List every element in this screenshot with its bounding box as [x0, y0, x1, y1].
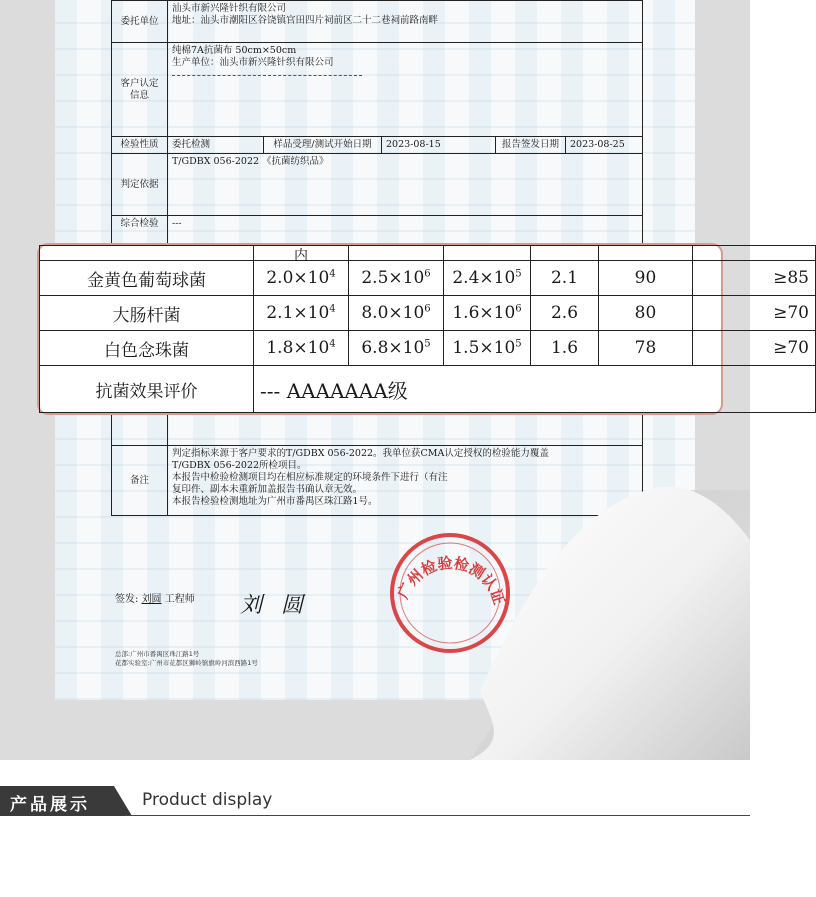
header-cell — [599, 246, 693, 261]
result-row — [40, 331, 816, 366]
value-cell: $1.5\times 10^5$ — [444, 331, 531, 366]
result-row — [40, 261, 816, 296]
client-row — [112, 1, 643, 43]
header-cell — [531, 246, 599, 261]
remark-line: T/GDBX 056-2022所检项目。 — [172, 460, 307, 471]
value-cell: $2.1\times 10^4$ — [254, 296, 349, 331]
nature-value: 委托检测 — [168, 137, 264, 154]
accept-label: 样品受理/测试开始日期 — [264, 137, 382, 154]
section-title-en: Product display — [142, 790, 273, 810]
value-cell: $2.5\times 10^6$ — [349, 261, 444, 296]
page-curl — [450, 480, 750, 760]
lab-address: 花都实验室:广州市花都区狮岭镇旗岭河滨西路1号 — [115, 659, 258, 667]
signer-block — [115, 590, 195, 605]
remark-line: 复印件、副本未重新加盖报告书确认章无效。 — [172, 484, 363, 495]
address-block — [115, 650, 258, 668]
evaluation-value: --- AAAAAAA级 — [254, 366, 816, 413]
standard-cell: ≥70 — [693, 331, 816, 366]
report-date-label: 报告签发日期 — [496, 137, 566, 154]
rate-cell: 78 — [599, 331, 693, 366]
rate-cell: 80 — [599, 296, 693, 331]
header-cell — [693, 246, 816, 261]
value-cell: $6.8\times 10^5$ — [349, 331, 444, 366]
summary-value: --- — [168, 216, 643, 446]
client-label: 委托单位 — [112, 1, 168, 43]
value-cell: $2.4\times 10^5$ — [444, 261, 531, 296]
value-cell: $2.0\times 10^4$ — [254, 261, 349, 296]
results-table — [39, 245, 816, 413]
header-cell — [349, 246, 444, 261]
header-cell: 内 — [254, 246, 349, 261]
value-cell: $1.6\times 10^6$ — [444, 296, 531, 331]
evaluation-label: 抗菌效果评价 — [40, 366, 254, 413]
sample-line-1: 纯棉7A抗菌布 50cm×50cm — [172, 45, 297, 56]
evaluation-row — [40, 366, 816, 413]
nature-row — [112, 137, 643, 154]
standard-cell: ≥70 — [693, 296, 816, 331]
value-cell: 2.1 — [531, 261, 599, 296]
signer-name: 刘圆 — [141, 594, 162, 605]
value-cell: $1.8\times 10^4$ — [254, 331, 349, 366]
basis-value: T/GDBX 056-2022 《抗菌纺织品》 — [168, 154, 643, 216]
results-header-cut — [40, 246, 816, 261]
sample-label: 客户认定信息 — [112, 43, 168, 137]
report-date: 2023-08-25 — [566, 137, 643, 154]
basis-row — [112, 154, 643, 216]
sample-cell — [168, 43, 643, 137]
handwritten-signature: 刘 圆 — [240, 593, 309, 618]
client-name: 汕头市新兴隆针织有限公司 — [172, 3, 287, 14]
accept-date: 2023-08-15 — [382, 137, 496, 154]
signer-label: 签发: — [115, 594, 139, 605]
sample-line-2: 生产单位：汕头市新兴隆针织有限公司 — [172, 57, 334, 68]
test-results-zoom — [37, 243, 809, 415]
value-cell: $8.0\times 10^6$ — [349, 296, 444, 331]
remark-line: 判定指标来源于客户要求的T/GDBX 056-2022。我单位获CMA认定授权的检验能力覆盖 — [172, 448, 549, 459]
section-title-cn: 产品展示 — [10, 795, 90, 815]
section-divider — [125, 815, 750, 816]
value-cell: 2.6 — [531, 296, 599, 331]
sample-row — [112, 43, 643, 137]
client-address: 地址：汕头市潮阳区谷饶镇官田四片祠前区二十二巷祠前路南畔 — [172, 15, 439, 26]
rate-cell: 90 — [599, 261, 693, 296]
summary-label: 综合检验 — [112, 216, 168, 446]
bacteria-name: 金黄色葡萄球菌 — [40, 261, 254, 296]
nature-label: 检验性质 — [112, 137, 168, 154]
remark-line: 本报告中检验检测项目均在相应标准规定的环境条件下进行（有注 — [172, 472, 448, 483]
bacteria-name: 白色念珠菌 — [40, 331, 254, 366]
result-row — [40, 296, 816, 331]
header-cell — [40, 246, 254, 261]
header-cell — [444, 246, 531, 261]
stamp-text: 广州检验检测认证 — [393, 553, 509, 607]
value-cell: 1.6 — [531, 331, 599, 366]
client-cell — [168, 1, 643, 43]
section-header — [0, 786, 750, 816]
basis-label: 判定依据 — [112, 154, 168, 216]
bacteria-name: 大肠杆菌 — [40, 296, 254, 331]
signer-title: 工程师 — [164, 594, 195, 605]
hq-address: 总部:广州市番禺区珠江路1号 — [115, 650, 200, 658]
remarks-label: 备注 — [112, 446, 168, 516]
standard-cell: ≥85 — [693, 261, 816, 296]
remark-line: 本报告检验检测地址为广州市番禺区珠江路1号。 — [172, 496, 378, 507]
